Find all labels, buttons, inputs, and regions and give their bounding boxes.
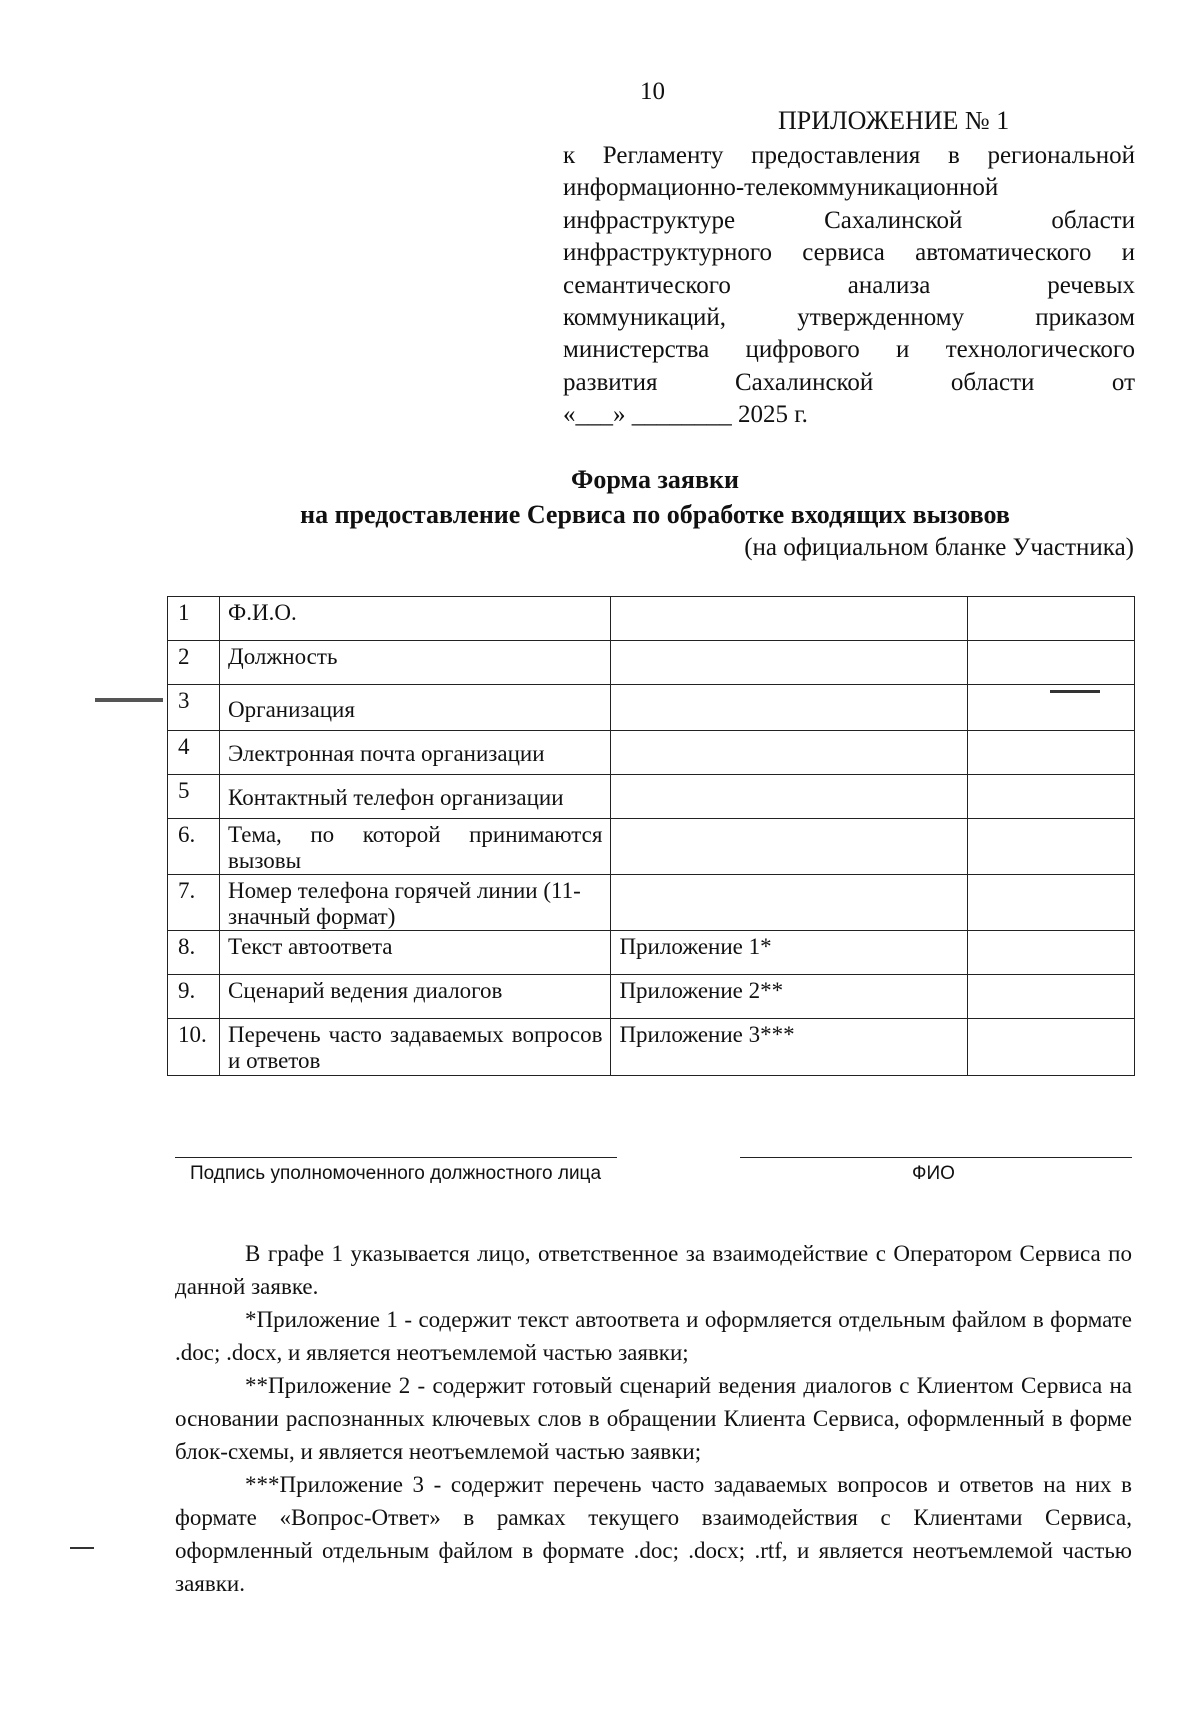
field-label: Контактный телефон организации [220,775,611,819]
row-number: 10. [168,1019,220,1076]
field-value: Приложение 1* [611,931,967,975]
field-label: Текст автоответа [220,931,611,975]
appendix-reference [563,140,1135,432]
table-row [168,819,1135,875]
empty-cell [967,597,1134,641]
table-row [168,775,1135,819]
row-number: 2 [168,641,220,685]
signature-line [175,1157,617,1158]
field-value [611,641,967,685]
note-paragraph: *Приложение 1 - содержит текст автоответа и оформляется отдельным файлом в формате .doc; .docx, и является неотъемлемой частью заявки; [175,1307,1132,1365]
field-label: Электронная почта организации [220,731,611,775]
row-number: 5 [168,775,220,819]
appendix-line: министерства цифрового и технологического [563,336,1135,364]
field-label: Перечень часто задаваемых вопросов и ответов [220,1019,611,1076]
table-row [168,641,1135,685]
table-row [168,597,1135,641]
form-title: Форма заявки [571,465,739,494]
note-paragraph: **Приложение 2 - содержит готовый сценарий ведения диалогов с Клиентом Сервиса на основании распознанных ключевых слов в обращении Клиента Сервиса, оформленный в форме блок-схемы, и является неотъемлемой частью заявки; [175,1373,1132,1464]
application-form-table [167,596,1135,1076]
field-value [611,819,967,875]
scan-artifact [1050,690,1100,693]
appendix-line: к Регламенту предоставления в региональной [563,142,1135,169]
row-number: 3 [168,685,220,731]
appendix-title: ПРИЛОЖЕНИЕ № 1 [778,106,1010,135]
row-number: 7. [168,875,220,931]
field-value: Приложение 2** [611,975,967,1019]
empty-cell [967,641,1134,685]
appendix-line: информационно-телекоммуникационной [563,174,999,202]
form-note: (на официальном бланке Участника) [744,534,1134,561]
table-row [168,731,1135,775]
empty-cell [967,819,1134,875]
table-row [168,875,1135,931]
footnotes [175,1237,1132,1600]
field-value [611,597,967,641]
table-row [168,1019,1135,1076]
field-value [611,731,967,775]
appendix-line: развития Сахалинской области от [563,368,1135,396]
empty-cell [967,875,1134,931]
row-number: 1 [168,597,220,641]
appendix-line: инфраструктуре Сахалинской области [563,206,1135,234]
appendix-line: коммуникаций, утвержденному приказом [563,303,1135,331]
table-row [168,931,1135,975]
field-label: Тема, по которой принимаются вызовы [220,819,611,875]
field-label: Номер телефона горячей линии (11-значный формат) [220,875,611,931]
note-paragraph: ***Приложение 3 - содержит перечень часто задаваемых вопросов и ответов на них в формате «Вопрос-Ответ» в рамках текущего взаимодействия с Клиентами Сервиса, оформленный отдельным файлом в формате .doc; .docx; .rtf, и является неотъемлемой частью заявки. [175,1472,1132,1596]
field-label: Ф.И.О. [220,597,611,641]
table-row [168,685,1135,731]
field-label: Сценарий ведения диалогов [220,975,611,1019]
row-number: 6. [168,819,220,875]
note-paragraph: В графе 1 указывается лицо, ответственное за взаимодействие с Оператором Сервиса по данной заявке. [175,1241,1132,1299]
row-number: 9. [168,975,220,1019]
fio-caption: ФИО [912,1163,955,1184]
scan-artifact [95,698,163,702]
empty-cell [967,1019,1134,1076]
scan-artifact [70,1547,94,1549]
form-subtitle: на предоставление Сервиса по обработке входящих вызовов [300,500,1010,529]
row-number: 4 [168,731,220,775]
row-number: 8. [168,931,220,975]
field-label: Должность [220,641,611,685]
signature-caption: Подпись уполномоченного должностного лица [190,1163,602,1184]
field-value [611,685,967,731]
empty-cell [967,731,1134,775]
field-value [611,875,967,931]
table-row [168,975,1135,1019]
field-value: Приложение 3*** [611,1019,967,1076]
appendix-line: семантического анализа речевых [563,271,1135,299]
appendix-line: инфраструктурного сервиса автоматического и [563,239,1135,267]
field-label: Организация [220,685,611,731]
empty-cell [967,775,1134,819]
appendix-date-line: «___» ________ 2025 г. [563,401,808,429]
page-number: 10 [640,78,665,105]
fio-line [740,1157,1132,1158]
field-value [611,775,967,819]
empty-cell [967,931,1134,975]
empty-cell [967,975,1134,1019]
